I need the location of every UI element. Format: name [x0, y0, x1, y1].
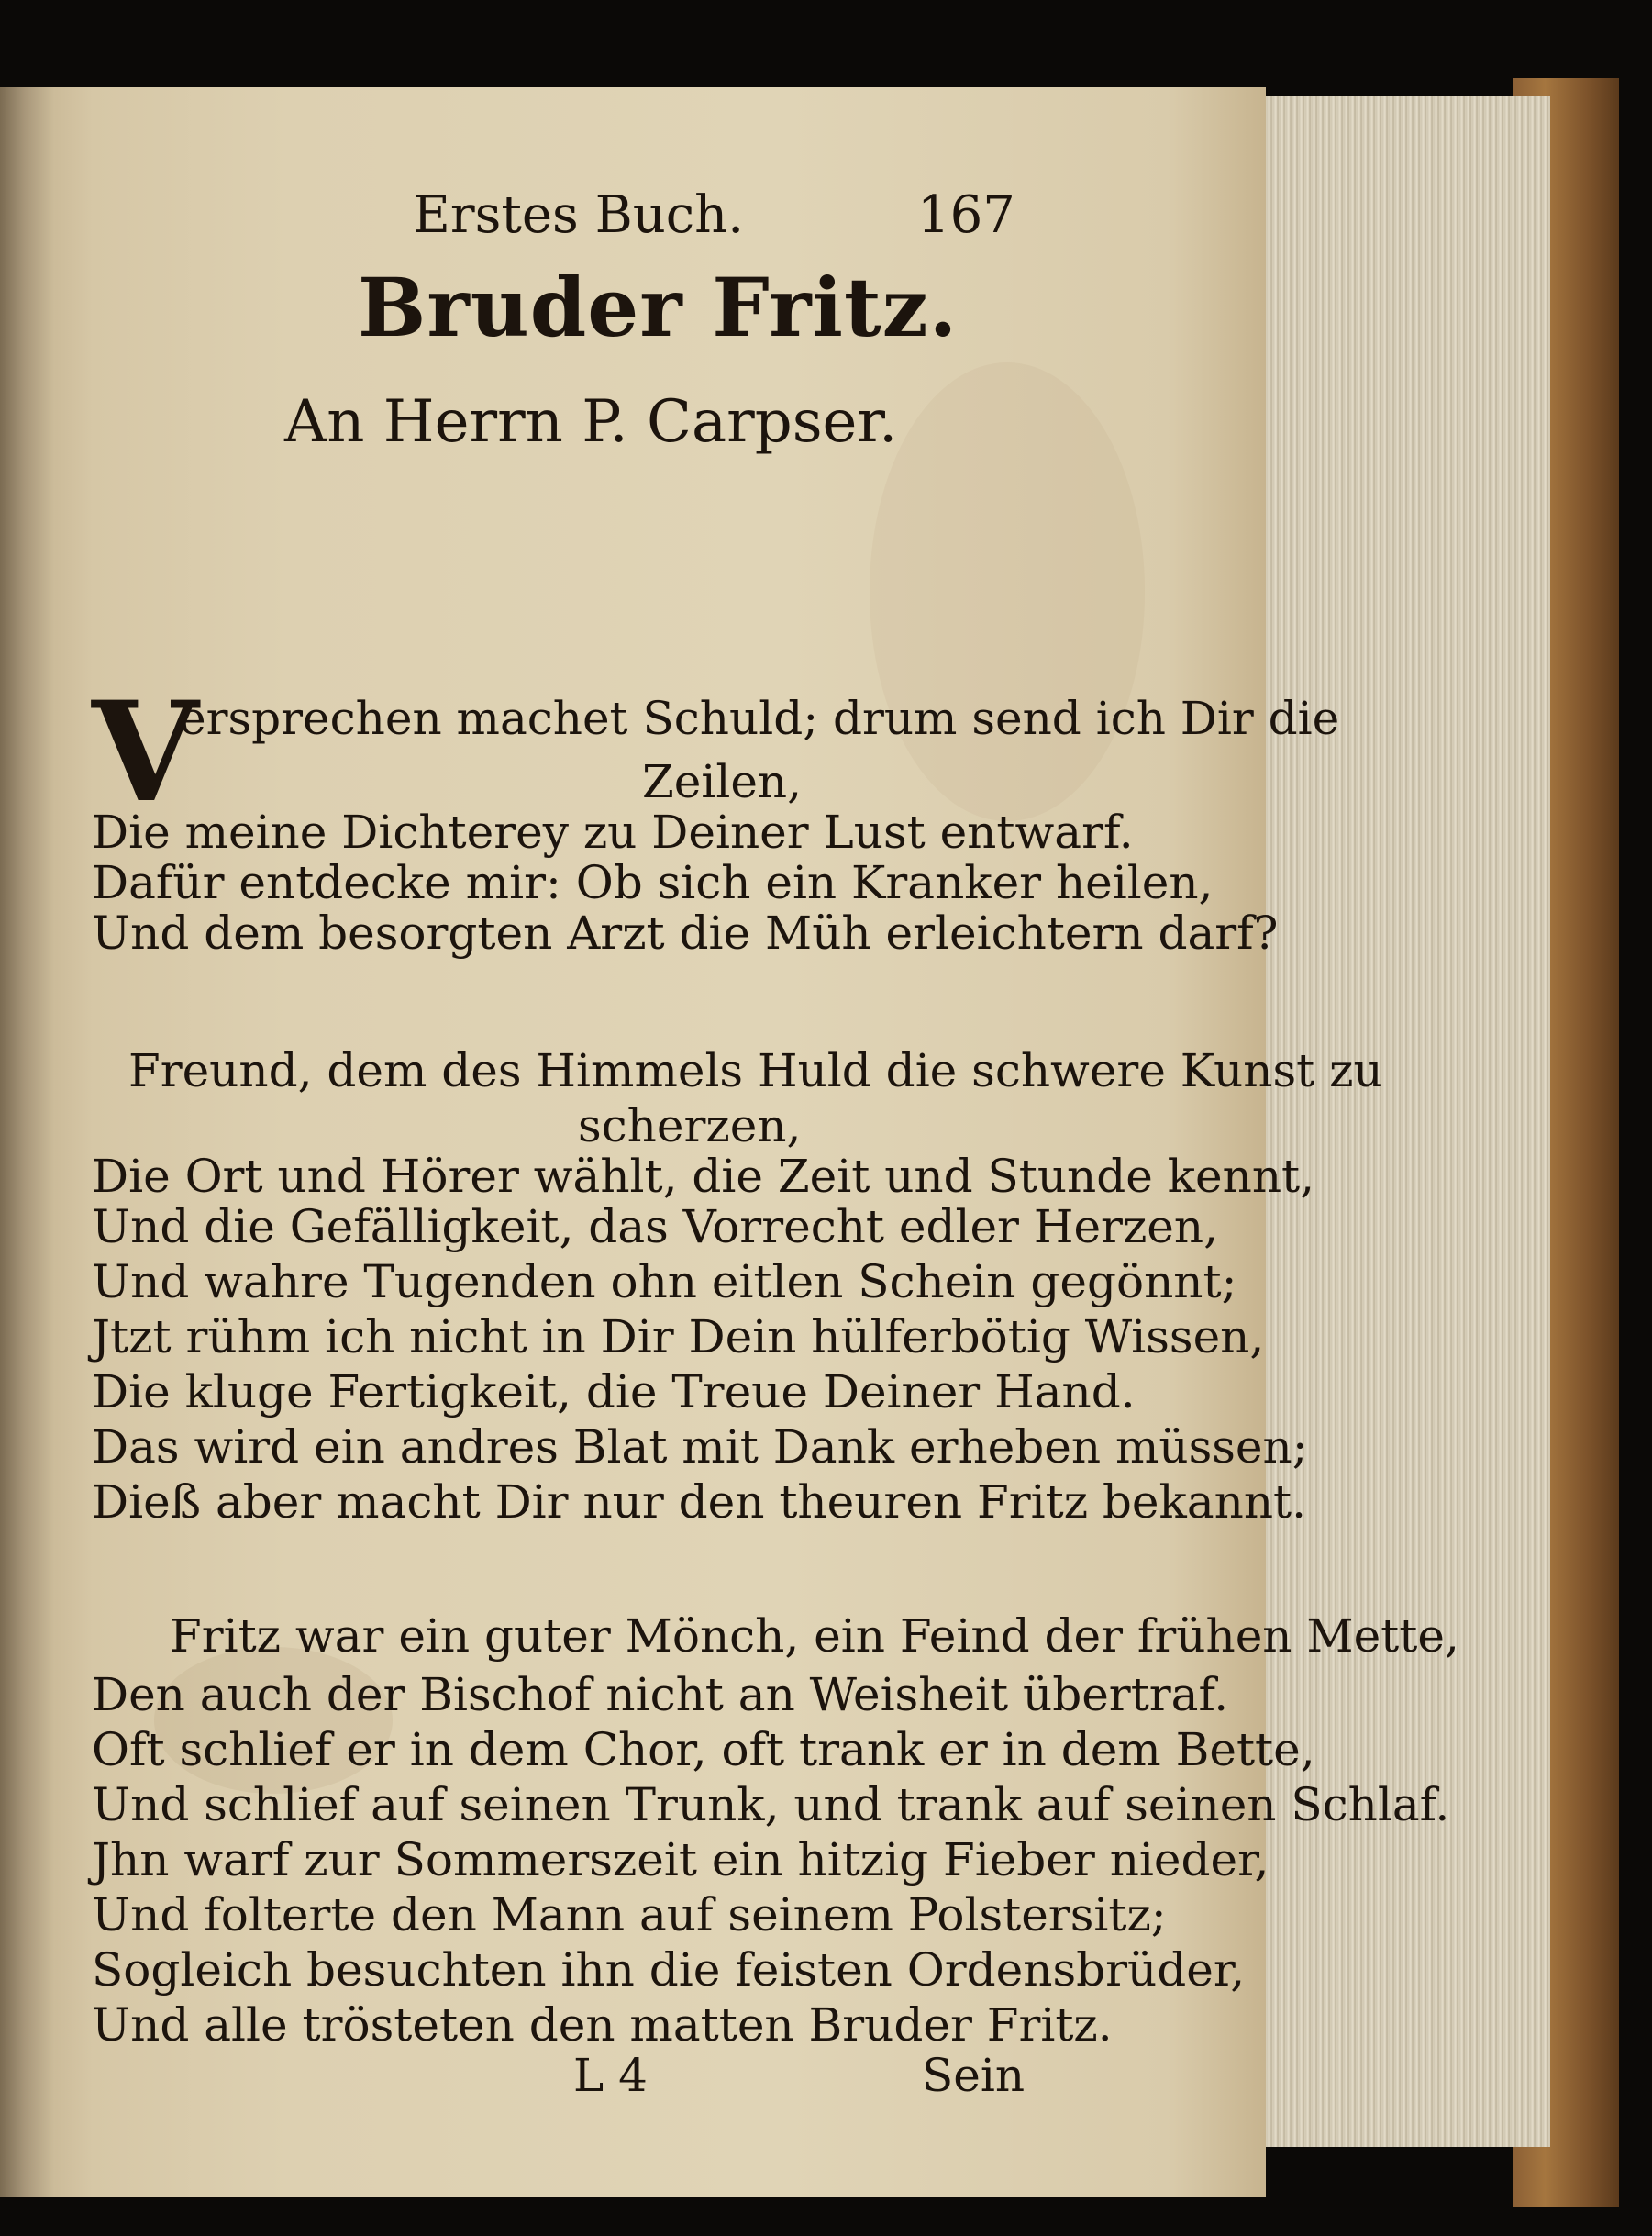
book-gutter: [0, 87, 55, 2197]
verse-line: Sogleich besuchten ihn die feisten Ordensbrüder,: [92, 1943, 1246, 1997]
verse-line: Und alle trösteten den matten Bruder Fritz.: [92, 1998, 1113, 2052]
drop-cap: V: [92, 672, 199, 833]
verse-line: Und dem besorgten Arzt die Müh erleichtern darf?: [92, 907, 1279, 960]
signature-mark: L 4: [573, 2049, 648, 2102]
verse-line: Oft schlief er in dem Chor, oft trank er in dem Bette,: [92, 1723, 1315, 1776]
verse-line-continuation: Zeilen,: [642, 755, 802, 808]
verse-line: Und wahre Tugenden ohn eitlen Schein gegönnt;: [92, 1255, 1237, 1308]
verse-line: Und folterte den Mann auf seinem Polstersitz;: [92, 1888, 1167, 1941]
page-fore-edge: [1247, 96, 1550, 2147]
verse-line: Dieß aber macht Dir nur den theuren Fritz bekannt.: [92, 1475, 1307, 1529]
verse-line: Den auch der Bischof nicht an Weisheit übertraf.: [92, 1668, 1229, 1721]
verse-line: Die Ort und Hörer wählt, die Zeit und Stunde kennt,: [92, 1150, 1315, 1203]
paper-stain: [870, 362, 1145, 821]
running-title: Erstes Buch.: [413, 185, 745, 245]
verse-line: ersprechen machet Schuld; drum send ich Dir die: [179, 692, 1340, 745]
verse-line: Jtzt rühm ich nicht in Dir Dein hülferbötig Wissen,: [92, 1310, 1265, 1363]
verse-line: Jhn warf zur Sommerszeit ein hitzig Fieber nieder,: [92, 1833, 1269, 1886]
poem-title: Bruder Fritz.: [358, 260, 959, 355]
verse-line: Die meine Dichterey zu Deiner Lust entwarf.: [92, 806, 1134, 859]
verse-line: Die kluge Fertigkeit, die Treue Deiner Hand.: [92, 1365, 1136, 1418]
verse-line-continuation: scherzen,: [578, 1099, 802, 1152]
verse-line: Und die Gefälligkeit, das Vorrecht edler Herzen,: [92, 1200, 1218, 1253]
verse-line: Freund, dem des Himmels Huld die schwere Kunst zu: [128, 1044, 1383, 1097]
verse-line: Und schlief auf seinen Trunk, und trank auf seinen Schlaf.: [92, 1778, 1450, 1831]
verse-line: Fritz war ein guter Mönch, ein Feind der frühen Mette,: [170, 1609, 1459, 1663]
page-number: 167: [917, 185, 1015, 245]
poem-dedication: An Herrn P. Carpser.: [284, 388, 898, 456]
verse-line: Dafür entdecke mir: Ob sich ein Kranker heilen,: [92, 856, 1214, 909]
catchword: Sein: [922, 2049, 1026, 2102]
verse-line: Das wird ein andres Blat mit Dank erheben müssen;: [92, 1420, 1308, 1474]
